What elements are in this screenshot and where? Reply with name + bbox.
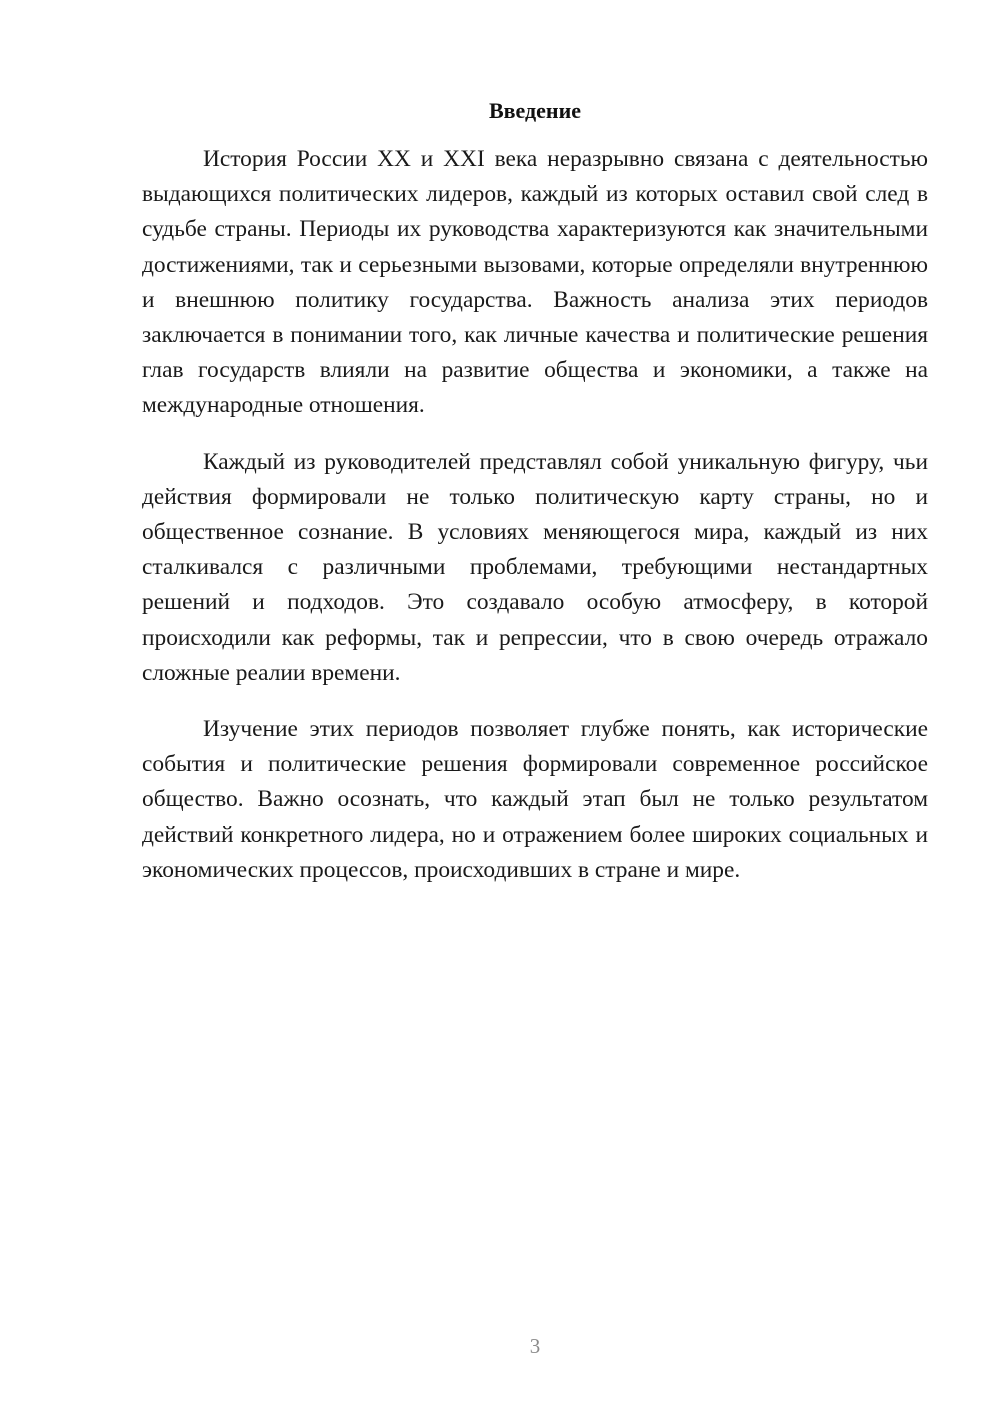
section-title: Введение bbox=[488, 98, 582, 123]
page-number: 3 bbox=[529, 1334, 541, 1358]
paragraph-3: Изучение этих периодов позволяет глубже понять, как исторические события и политические решения формировали современное российское общество. Важно осознать, что каждый этап был не только результатом действий конкретного лидера, но и отражением более широких социальных и экономических процессов, происходивших в стране и мире. bbox=[142, 716, 928, 883]
paragraph-2: Каждый из руководителей представлял собой уникальную фигуру, чьи действия формировали не только политическую карту страны, но и общественное сознание. В условиях меняющегося мира, каждый из них сталкивался с различными проблемами, требующими нестандартных решений и подходов. Это создавало особую атмосферу, в которой происходили как реформы, так и репрессии, что в свою очередь отражало сложные реалии времени. bbox=[142, 448, 928, 686]
body-text bbox=[142, 142, 928, 909]
paragraph-1: История России XX и XXI века неразрывно связана с деятельностью выдающихся политических лидеров, каждый из которых оставил свой след в судьбе страны. Периоды их руководства характеризуются как значительными достижениями, так и серьезными вызовами, которые определяли внутреннюю и внешнюю политику государства. Важность анализа этих периодов заключается в понимании того, как личные качества и политические решения глав государств влияли на развитие общества и экономики, а также на международные отношения. bbox=[142, 146, 928, 419]
